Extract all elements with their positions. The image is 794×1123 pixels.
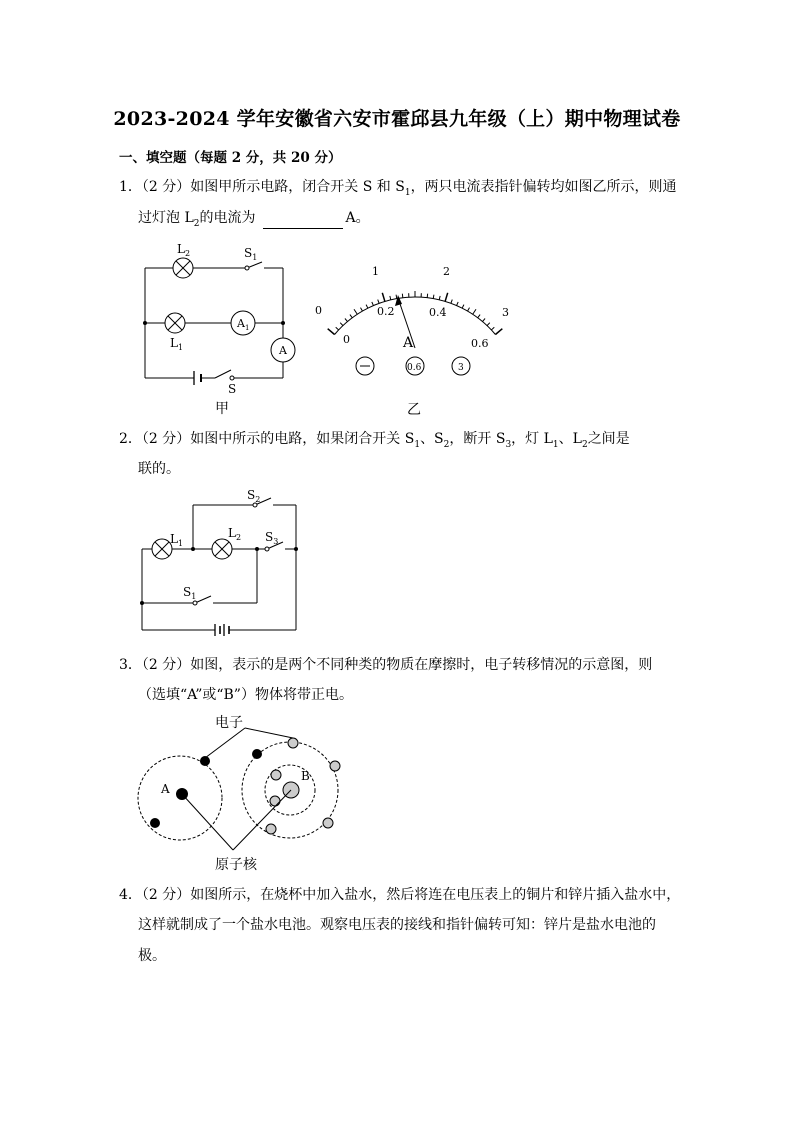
electron-icon [252,749,262,759]
terminal-3-icon [452,357,470,375]
dial-tick [350,315,352,318]
q1-number: 1． [119,179,142,195]
section-heading: 一、填空题（每题 2 分，共 20 分） [119,150,342,166]
q1-unit: A。 [345,210,370,226]
q2-line1 [119,428,630,450]
dial-arc [335,297,496,335]
q2-text: 如图中所示的电路，如果闭合开关 S [190,431,415,447]
label-s1: $S_1$ [244,246,258,262]
dial-tick [433,295,434,299]
label-l2: $L_2$ [228,526,242,542]
q3-line1 [119,654,652,674]
label-s3: $S_3$ [265,530,279,546]
q4-score: （2 分） [141,887,191,903]
outer-tick-2: 2 [443,265,450,278]
svg-text:0.6: 0.6 [407,363,422,373]
dial-tick [451,300,452,304]
label-l1: $L_1$ [170,336,184,352]
q2-sub-l2: 2 [581,439,588,450]
label-b: B [301,769,310,783]
dial-tick [439,296,440,300]
caption-jia: 甲 [215,401,229,417]
q1-score: （2 分） [141,179,191,195]
q1-line2-sub: 2 [193,218,200,229]
q2-text-b: 、S [420,431,444,447]
dial-tick [495,329,502,335]
q4-line1 [119,884,680,904]
q1-sub: 1 [404,187,411,198]
inner-tick-02: 0.2 [377,305,395,318]
dial-tick [445,293,448,302]
label-a1: $A_1$ [237,317,250,332]
q2-text-f: 之间是 [587,431,630,447]
q1-text: 如图甲所示电路，闭合开关 S 和 S [190,179,405,195]
dial-tick [340,323,343,326]
electron-icon [150,818,160,828]
label-a: A [161,782,170,796]
q4-number: 4． [119,887,142,903]
q4-line3: 极。 [138,948,166,964]
q2-sub-s2: 2 [443,439,450,450]
label-nucleus: 原子核 [215,857,257,873]
q2-sub-l1: 1 [552,439,559,450]
q3-number: 3． [119,657,142,673]
q2-sub-s1: 1 [414,439,421,450]
dial-tick [396,295,397,299]
dial-tick [366,305,368,309]
electron-icon [288,738,298,748]
q2-circuit [135,485,310,640]
outer-tick-0: 0 [315,304,322,317]
q1-line2 [138,207,370,229]
electron-icon [323,818,333,828]
q2-sub-s3: 3 [505,439,512,450]
dial-tick [390,296,391,300]
q3-text: 如图，表示的是两个不同种类的物质在摩擦时，电子转移情况的示意图，则 [190,657,653,673]
terminal-minus-icon [356,357,374,375]
dial-tick [491,327,494,330]
inner-tick-04: 0.4 [429,306,447,319]
inner-tick-0: 0 [343,333,350,346]
q1-ammeter-yi [305,262,525,422]
lamp-l1-icon [152,539,172,559]
label-a: A [279,344,287,357]
q4-line2: 这样就制成了一个盐水电池。观察电压表的接线和指针偏转可知：锌片是盐水电池的 [138,917,656,933]
q3-atom-diagram [135,710,355,875]
dial-tick [372,302,374,306]
lamp-l2-icon [173,258,193,278]
outer-tick-3: 3 [502,306,509,319]
q2-text-c: ，断开 S [449,431,506,447]
q1-line2-text-b: 的电流为 [199,210,256,226]
q1-line2-text: 过灯泡 L [138,210,194,226]
inner-tick-06: 0.6 [471,337,489,350]
q2-text-d: ，灯 L [511,431,553,447]
label-l2: $L_2$ [177,242,191,258]
dial-unit: A [403,335,414,351]
label-s2: $S_2$ [247,488,261,504]
q2-score: （2 分） [141,431,191,447]
dial-tick [473,309,476,314]
q3-line2: （选填“A”或“B”）物体将带正电。 [138,687,353,703]
label-s: S [228,382,237,396]
caption-yi: 乙 [407,402,421,418]
dial-tick [354,309,357,314]
svg-text:3: 3 [458,363,464,373]
q2-text-e: 、L [558,431,582,447]
dial-tick [487,323,490,326]
dial-tick [462,305,464,309]
dial-tick [345,319,348,322]
dial-tick [328,329,335,335]
dial-tick [336,327,339,330]
q3-score: （2 分） [141,657,191,673]
lamp-l1-icon [165,313,185,333]
outer-tick-1: 1 [372,265,379,278]
page-title: 2023-2024 学年安徽省六安市霍邱县九年级（上）期中物理试卷 [113,108,681,130]
q4-text: 如图所示，在烧杯中加入盐水，然后将连在电压表上的铜片和锌片插入盐水中， [190,887,681,903]
label-s1: $S_1$ [183,585,197,601]
dial-tick [478,315,480,318]
lamp-l2-icon [212,539,232,559]
label-l1: $L_1$ [170,532,184,548]
q1-answer-blank[interactable] [263,214,343,229]
electron-icon [330,761,340,771]
dial-tick [457,302,459,306]
dial-tick [382,293,385,302]
dial-tick [378,300,379,304]
q1-text-cont: ，两只电流表指针偏转均如图乙所示，则通 [410,179,677,195]
dial-tick [361,308,363,311]
electron-icon [266,824,276,834]
q1-circuit-jia [135,235,295,420]
electron-icon [271,770,281,780]
dial-tick [482,319,485,322]
dial-tick [468,308,470,311]
q1-line1 [119,176,677,198]
terminal-06-icon [406,357,424,375]
q2-number: 2． [119,431,142,447]
electron-icon [270,796,280,806]
q2-line2: 联的。 [138,461,180,477]
label-electron: 电子 [215,715,243,731]
